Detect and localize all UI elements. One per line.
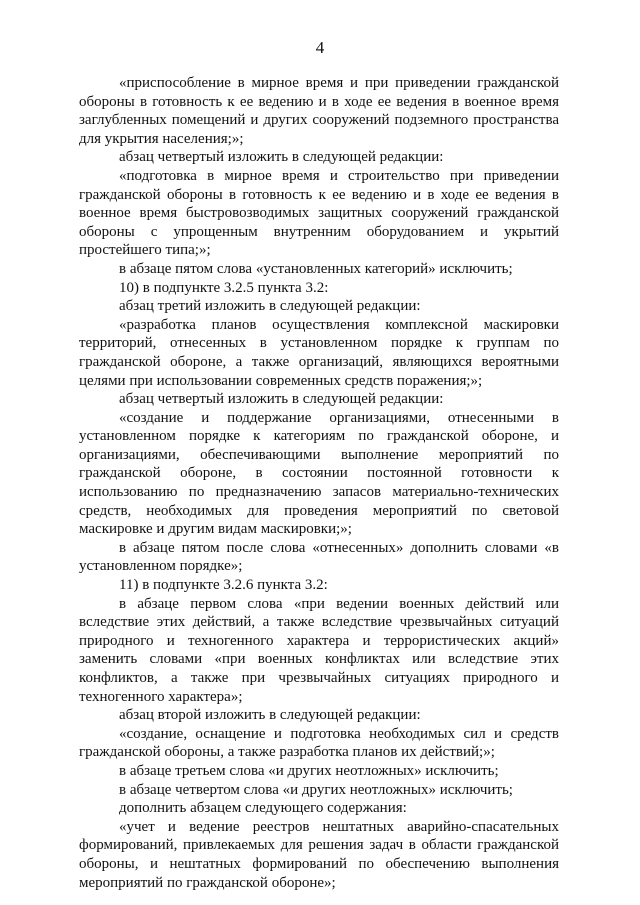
paragraph: в абзаце первом слова «при ведении военных действий или вследствие этих действий, а также вследствие чрезвычайных ситуаций природного и техногенного характера и террористических акций» заменить словами «при военных конфликтах или вследствие этих конфликтов, а также при чрезвычайных ситуациях природного и техногенного характера»; (79, 595, 559, 705)
paragraph: в абзаце четвертом слова «и других неотложных» исключить; (119, 781, 513, 798)
page-number: 4 (315, 38, 325, 57)
paragraph: абзац четвертый изложить в следующей редакции: (119, 149, 444, 166)
paragraph: в абзаце третьем слова «и других неотложных» исключить; (119, 762, 499, 779)
paragraph: 10) в подпункте 3.2.5 пункта 3.2: (119, 279, 329, 296)
paragraph: «приспособление в мирное время и при приведении гражданской обороны в готовность к ее ведению и в ходе ее ведения в военное время заглубленных помещений и других сооружений подземного пространства для укрытия населения;»; (79, 75, 559, 147)
document-body (79, 74, 559, 892)
paragraph: дополнить абзацем следующего содержания: (119, 800, 407, 817)
paragraph: абзац второй изложить в следующей редакции: (119, 707, 421, 724)
paragraph: 11) в подпункте 3.2.6 пункта 3.2: (119, 577, 328, 594)
paragraph: «учет и ведение реестров нештатных аварийно-спасательных формирований, привлекаемых для решения задач в области гражданской обороны, и нештатных формирований по обеспечению выполнения мероприятий по гражданской обороне»; (79, 818, 559, 891)
paragraph: «разработка планов осуществления комплексной маскировки территорий, отнесенных в установленном порядке к группам по гражданской обороне, а также организаций, являющихся вероятными целями при использовании современных средств поражения;»; (79, 316, 559, 389)
paragraph: «подготовка в мирное время и строительство при приведении гражданской обороны в готовность к ее ведению и в ходе ее ведения в военное время быстровозводимых защитных сооружений гражданской обороны с упрощенным внутренним оборудованием и укрытий простейшего типа;»; (79, 167, 559, 259)
paragraph: «создание и поддержание организациями, отнесенными в установленном порядке к категориям по гражданской обороне, и организациями, обеспечивающими выполнение мероприятий по гражданской обороне, в состоянии постоянной готовности к использованию по предназначению запасов материально-технических средств, необходимых для проведения мероприятий по световой маскировке и другим видам маскировки;»; (79, 409, 559, 538)
paragraph: в абзаце пятом слова «установленных категорий» исключить; (119, 260, 513, 277)
paragraph: в абзаце пятом после слова «отнесенных» дополнить словами «в установленном порядке»; (79, 539, 559, 575)
paragraph: абзац третий изложить в следующей редакции: (119, 298, 421, 315)
paragraph: абзац четвертый изложить в следующей редакции: (119, 391, 444, 408)
paragraph: «создание, оснащение и подготовка необходимых сил и средств гражданской обороны, а также разработка планов их действий;»; (79, 725, 559, 761)
